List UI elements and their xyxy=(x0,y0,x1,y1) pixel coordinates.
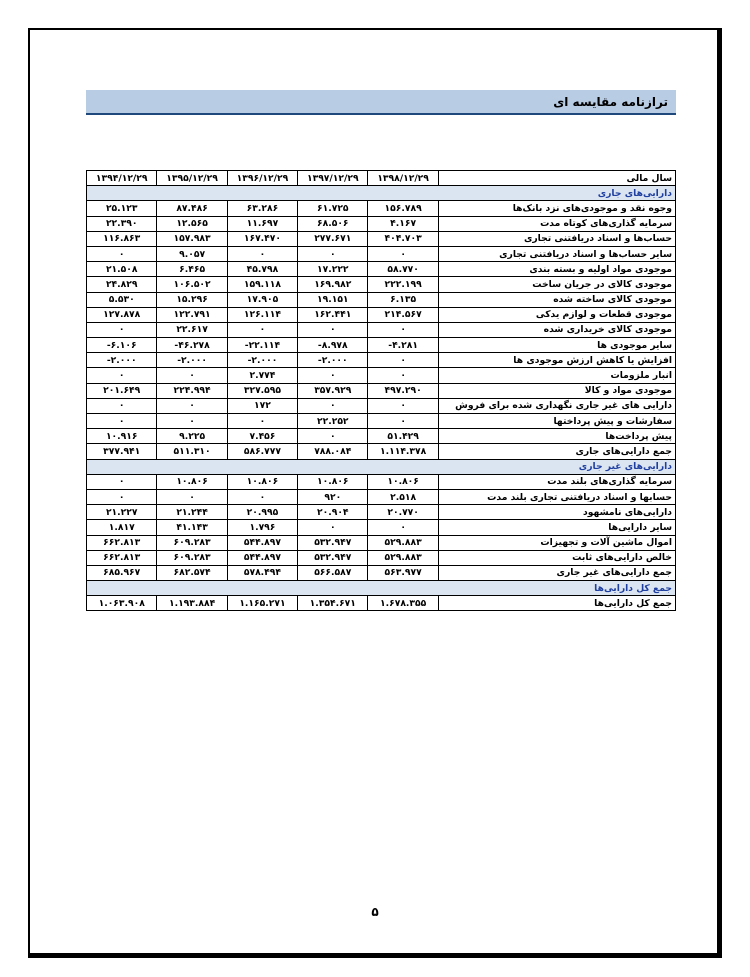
cell-value: ۱.۱۱۴.۳۷۸ xyxy=(368,444,438,459)
cell-value: ۰ xyxy=(87,398,157,413)
cell-value: ۶۸۲.۵۷۴ xyxy=(157,565,227,580)
cell-value: ۰ xyxy=(227,414,297,429)
cell-value: ۰ xyxy=(87,322,157,337)
row-label: جمع دارایی‌های غیر جاری xyxy=(438,565,675,580)
section-header-row xyxy=(87,459,676,474)
total-row xyxy=(87,596,676,611)
cell-value: ۰ xyxy=(368,322,438,337)
cell-value: ۰ xyxy=(298,368,368,383)
cell-value: ۵۱۱.۳۱۰ xyxy=(157,444,227,459)
cell-value: -۴.۲۸۱ xyxy=(368,338,438,353)
row-label: افزایش یا کاهش ارزش موجودی ها xyxy=(438,353,675,368)
cell-value: ۵۲۹.۸۸۳ xyxy=(368,535,438,550)
table-row xyxy=(87,292,676,307)
cell-value: ۰ xyxy=(298,246,368,261)
cell-value: ۲۴.۸۲۹ xyxy=(87,277,157,292)
table-row xyxy=(87,231,676,246)
cell-value: ۳۲۷.۵۹۵ xyxy=(227,383,297,398)
cell-value: ۲۲۲.۱۹۹ xyxy=(368,277,438,292)
cell-value: ۰ xyxy=(227,489,297,504)
cell-value: ۰ xyxy=(368,414,438,429)
cell-value: ۰ xyxy=(157,368,227,383)
row-label: حسابها و اسناد دریافتنی تجاری بلند مدت xyxy=(438,489,675,504)
cell-value: ۶۸.۵۰۶ xyxy=(298,216,368,231)
cell-value: ۰ xyxy=(87,414,157,429)
cell-value: -۲۲.۱۱۴ xyxy=(227,338,297,353)
cell-value: ۲۷۷.۶۷۱ xyxy=(298,231,368,246)
cell-value: ۶.۱۳۵ xyxy=(368,292,438,307)
cell-value: ۵۸۶.۷۷۷ xyxy=(227,444,297,459)
cell-value: ۱۵۷.۹۸۳ xyxy=(157,231,227,246)
cell-value: ۲۰.۷۷۰ xyxy=(368,505,438,520)
cell-value: ۲۲.۳۹۰ xyxy=(87,216,157,231)
year-header: ۱۳۹۷/۱۲/۲۹ xyxy=(298,171,368,186)
row-label: سایر دارایی‌ها xyxy=(438,520,675,535)
cell-value: ۱۱.۶۹۷ xyxy=(227,216,297,231)
cell-value: ۲۱.۵۰۸ xyxy=(87,262,157,277)
cell-value: ۰ xyxy=(227,246,297,261)
cell-value: ۰ xyxy=(298,520,368,535)
cell-value: ۶۰۹.۲۸۳ xyxy=(157,550,227,565)
cell-value: ۵۴۴.۸۹۷ xyxy=(227,535,297,550)
row-label: حساب‌ها و اسناد دریافتنی تجاری xyxy=(438,231,675,246)
cell-value: ۵۴۴.۸۹۷ xyxy=(227,550,297,565)
cell-value: ۱۰۶.۵۰۲ xyxy=(157,277,227,292)
cell-value: ۴۹۷.۲۹۰ xyxy=(368,383,438,398)
cell-value: ۲۰۱.۶۴۹ xyxy=(87,383,157,398)
table-row xyxy=(87,368,676,383)
row-label: سایر موجودی ها xyxy=(438,338,675,353)
cell-value: ۰ xyxy=(87,474,157,489)
cell-value: ۴۰۴.۷۰۳ xyxy=(368,231,438,246)
cell-value: ۵۷۸.۴۹۴ xyxy=(227,565,297,580)
cell-value: ۹.۰۵۷ xyxy=(157,246,227,261)
row-label: دارایی‌های نامشهود xyxy=(438,505,675,520)
cell-value: ۶.۴۶۵ xyxy=(157,262,227,277)
cell-value: ۱۰.۸۰۶ xyxy=(227,474,297,489)
row-label: موجودی قطعات و لوازم یدکی xyxy=(438,307,675,322)
table-row xyxy=(87,550,676,565)
cell-value: ۹.۲۲۵ xyxy=(157,429,227,444)
cell-value: -۸.۹۷۸ xyxy=(298,338,368,353)
cell-value: ۲۲.۶۱۷ xyxy=(157,322,227,337)
cell-value: ۵۱.۴۲۹ xyxy=(368,429,438,444)
row-label: جمع کل دارایی‌ها xyxy=(438,596,675,611)
cell-value: ۲۱.۲۲۷ xyxy=(87,505,157,520)
row-label: اموال ماشین آلات و تجهیزات xyxy=(438,535,675,550)
row-label: خالص دارایی‌های ثابت xyxy=(438,550,675,565)
cell-value: ۱۲۷.۸۷۸ xyxy=(87,307,157,322)
cell-value: ۱۵۹.۱۱۸ xyxy=(227,277,297,292)
cell-value: -۲.۰۰۰ xyxy=(157,353,227,368)
cell-value: ۱۷.۲۲۲ xyxy=(298,262,368,277)
cell-value: ۱۶۷.۴۷۰ xyxy=(227,231,297,246)
cell-value: ۱۰.۸۰۶ xyxy=(368,474,438,489)
row-label: دارایی های غیر جاری نگهداری شده برای فروش xyxy=(438,398,675,413)
table-row xyxy=(87,398,676,413)
table-row xyxy=(87,414,676,429)
cell-value: ۵۳۲.۹۴۷ xyxy=(298,535,368,550)
cell-value: ۵۸.۷۷۰ xyxy=(368,262,438,277)
table-row xyxy=(87,277,676,292)
row-label: سرمایه گذاری‌های بلند مدت xyxy=(438,474,675,489)
cell-value: ۱۶۹.۹۸۲ xyxy=(298,277,368,292)
table-row xyxy=(87,338,676,353)
cell-value: ۳۵۷.۹۲۹ xyxy=(298,383,368,398)
cell-value: ۲۲۴.۹۹۴ xyxy=(157,383,227,398)
cell-value: ۰ xyxy=(87,489,157,504)
cell-value: ۱۷۲ xyxy=(227,398,297,413)
cell-value: ۶۱.۷۲۵ xyxy=(298,201,368,216)
table-row xyxy=(87,201,676,216)
cell-value: ۵۳۲.۹۴۷ xyxy=(298,550,368,565)
table-row xyxy=(87,505,676,520)
row-label: وجوه نقد و موجودی‌های نزد بانک‌ها xyxy=(438,201,675,216)
cell-value: ۰ xyxy=(298,322,368,337)
table-row xyxy=(87,383,676,398)
cell-value: ۲۱۴.۵۶۷ xyxy=(368,307,438,322)
table-row xyxy=(87,353,676,368)
row-label: موجودی کالای خریداری شده xyxy=(438,322,675,337)
cell-value: ۱۰.۸۰۶ xyxy=(157,474,227,489)
cell-value: ۱.۱۹۳.۸۸۴ xyxy=(157,596,227,611)
table-header-row xyxy=(87,171,676,186)
fiscal-year-label: سال مالی xyxy=(438,171,675,186)
cell-value: ۲.۵۱۸ xyxy=(368,489,438,504)
table-row xyxy=(87,429,676,444)
cell-value: ۵۲۹.۸۸۳ xyxy=(368,550,438,565)
cell-value: ۵۶۳.۹۷۷ xyxy=(368,565,438,580)
cell-value: ۱.۰۶۳.۹۰۸ xyxy=(87,596,157,611)
cell-value: ۰ xyxy=(298,429,368,444)
row-label: موجودی مواد اولیه و بسته بندی xyxy=(438,262,675,277)
cell-value: ۱.۶۷۸.۳۵۵ xyxy=(368,596,438,611)
year-header: ۱۳۹۶/۱۲/۲۹ xyxy=(227,171,297,186)
year-header: ۱۳۹۸/۱۲/۲۹ xyxy=(368,171,438,186)
cell-value: ۱۶۲.۴۴۱ xyxy=(298,307,368,322)
section-header-row xyxy=(87,581,676,596)
row-label: موجودی کالای ساخته شده xyxy=(438,292,675,307)
cell-value: ۰ xyxy=(157,398,227,413)
cell-value: ۱۵.۲۹۶ xyxy=(157,292,227,307)
cell-value: ۰ xyxy=(368,368,438,383)
cell-value: ۰ xyxy=(368,398,438,413)
row-label: پیش پرداخت‌ها xyxy=(438,429,675,444)
cell-value: ۱۲.۵۶۵ xyxy=(157,216,227,231)
cell-value: -۲.۰۰۰ xyxy=(87,353,157,368)
section-title: دارایی‌های غیر جاری xyxy=(87,459,676,474)
table-row xyxy=(87,246,676,261)
row-label: موجودی کالای در جریان ساخت xyxy=(438,277,675,292)
cell-value: ۴۱.۱۴۳ xyxy=(157,520,227,535)
row-label: سفارشات و پیش پرداختها xyxy=(438,414,675,429)
cell-value: ۱.۷۹۶ xyxy=(227,520,297,535)
cell-value: -۶.۱۰۶ xyxy=(87,338,157,353)
cell-value: ۱.۱۶۵.۲۷۱ xyxy=(227,596,297,611)
cell-value: ۰ xyxy=(368,520,438,535)
year-header: ۱۳۹۵/۱۲/۲۹ xyxy=(157,171,227,186)
cell-value: ۱۰.۹۱۶ xyxy=(87,429,157,444)
cell-value: ۶۳.۲۸۶ xyxy=(227,201,297,216)
cell-value: ۲۵.۱۲۳ xyxy=(87,201,157,216)
cell-value: ۲۱.۲۴۴ xyxy=(157,505,227,520)
cell-value: ۰ xyxy=(368,353,438,368)
cell-value: ۷۸۸.۰۸۴ xyxy=(298,444,368,459)
year-header: ۱۳۹۴/۱۲/۲۹ xyxy=(87,171,157,186)
cell-value: -۲.۰۰۰ xyxy=(227,353,297,368)
table-row xyxy=(87,307,676,322)
cell-value: ۰ xyxy=(87,368,157,383)
balance-sheet-table xyxy=(86,170,676,611)
table-row xyxy=(87,262,676,277)
cell-value: ۴.۱۶۷ xyxy=(368,216,438,231)
cell-value: ۸۷.۴۸۶ xyxy=(157,201,227,216)
cell-value: ۲.۷۷۴ xyxy=(227,368,297,383)
table-row xyxy=(87,322,676,337)
cell-value: ۹۲۰ xyxy=(298,489,368,504)
table-row xyxy=(87,216,676,231)
cell-value: ۱۱۶.۸۶۳ xyxy=(87,231,157,246)
cell-value: ۶۰۹.۲۸۳ xyxy=(157,535,227,550)
page-title: ترازنامه مقایسه ای xyxy=(86,90,676,115)
cell-value: ۶۸۵.۹۶۷ xyxy=(87,565,157,580)
cell-value: -۴۶.۲۷۸ xyxy=(157,338,227,353)
cell-value: ۱۷.۹۰۵ xyxy=(227,292,297,307)
row-label: انبار ملزومات xyxy=(438,368,675,383)
cell-value: ۱۰.۸۰۶ xyxy=(298,474,368,489)
total-row xyxy=(87,444,676,459)
cell-value: ۰ xyxy=(298,398,368,413)
table-row xyxy=(87,520,676,535)
row-label: موجودی مواد و کالا xyxy=(438,383,675,398)
cell-value: ۵۶۶.۵۸۷ xyxy=(298,565,368,580)
section-header-row xyxy=(87,186,676,201)
cell-value: ۱۲۲.۷۹۱ xyxy=(157,307,227,322)
cell-value: ۶۶۲.۸۱۳ xyxy=(87,550,157,565)
row-label: سرمایه گذاری‌های کوتاه مدت xyxy=(438,216,675,231)
cell-value: ۳۷۷.۹۴۱ xyxy=(87,444,157,459)
table-row xyxy=(87,535,676,550)
cell-value: ۰ xyxy=(157,489,227,504)
cell-value: ۵.۵۳۰ xyxy=(87,292,157,307)
cell-value: ۲۰.۹۰۴ xyxy=(298,505,368,520)
page-number: ۵ xyxy=(371,905,379,919)
section-title: دارایی‌های جاری xyxy=(87,186,676,201)
table-row xyxy=(87,474,676,489)
cell-value: ۱.۸۱۷ xyxy=(87,520,157,535)
cell-value: ۲۲.۲۵۲ xyxy=(298,414,368,429)
cell-value: ۱۹.۱۵۱ xyxy=(298,292,368,307)
total-row xyxy=(87,565,676,580)
cell-value: ۰ xyxy=(368,246,438,261)
cell-value: -۲.۰۰۰ xyxy=(298,353,368,368)
cell-value: ۱.۳۵۴.۶۷۱ xyxy=(298,596,368,611)
cell-value: ۰ xyxy=(87,246,157,261)
section-title: جمع کل دارایی‌ها xyxy=(87,581,676,596)
table-row xyxy=(87,489,676,504)
cell-value: ۰ xyxy=(157,414,227,429)
cell-value: ۰ xyxy=(227,322,297,337)
row-label: جمع دارایی‌های جاری xyxy=(438,444,675,459)
cell-value: ۷.۴۵۶ xyxy=(227,429,297,444)
cell-value: ۶۶۲.۸۱۳ xyxy=(87,535,157,550)
cell-value: ۱۲۶.۱۱۴ xyxy=(227,307,297,322)
cell-value: ۱۵۶.۷۸۹ xyxy=(368,201,438,216)
cell-value: ۴۵.۷۹۸ xyxy=(227,262,297,277)
row-label: سایر حساب‌ها و اسناد دریافتنی تجاری xyxy=(438,246,675,261)
cell-value: ۲۰.۹۹۵ xyxy=(227,505,297,520)
